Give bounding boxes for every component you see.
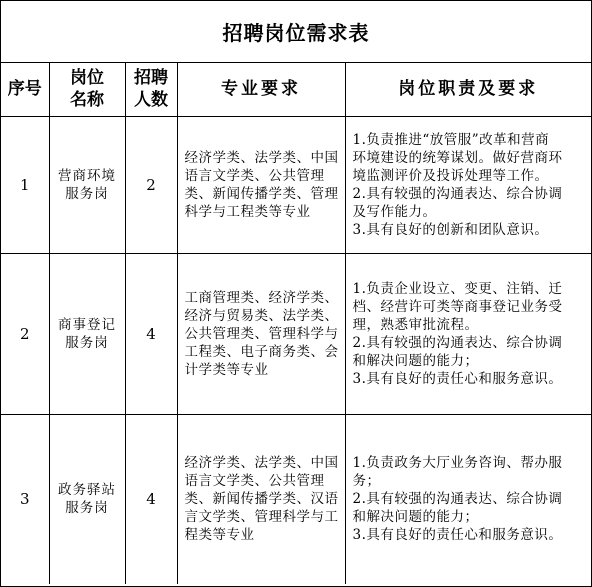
- header-row: [1, 63, 591, 116]
- cell-major-requirements: 经济学类、法学类、中国语言文学类、公共管理类、新闻传播学类、汉语言文学类、管理科学与工程类等专业: [177, 414, 345, 584]
- table-row: [1, 253, 591, 414]
- duty-line: 2.具有较强的沟通表达、综合协调: [352, 334, 563, 351]
- duty-line: 1.负责政务大厅业务咨询、帮办服: [352, 455, 563, 472]
- table-title: 招聘岗位需求表: [1, 1, 591, 63]
- header-position-name-line2: 名称: [70, 90, 104, 111]
- duty-line: 及写作能力。: [352, 203, 437, 220]
- header-duties: 岗位职责及要求: [345, 63, 591, 116]
- duty-line: 1.负责推进“放管服”改革和营商: [352, 131, 550, 148]
- cell-seq: 2: [1, 253, 49, 414]
- table-row: [1, 116, 591, 253]
- position-name-line1: 政务驿站: [58, 482, 116, 499]
- duty-line: 3.具有良好的责任心和服务意识。: [352, 370, 563, 387]
- position-name-line1: 营商环境: [58, 167, 116, 184]
- table-row: [1, 414, 591, 584]
- duty-line: 和解决问题的能力；: [352, 352, 479, 369]
- duty-line: 2.具有较强的沟通表达、综合协调: [352, 185, 563, 202]
- header-hire-count-line1: 招聘: [134, 68, 168, 89]
- header-position-name-line1: 岗位: [70, 68, 104, 89]
- duty-line: 和解决问题的能力；: [352, 509, 479, 526]
- cell-position-name: [49, 116, 125, 253]
- position-name-line2: 服务岗: [65, 185, 109, 202]
- duty-line: 3.具有良好的责任心和服务意识。: [352, 527, 563, 544]
- header-seq: 序号: [1, 63, 49, 116]
- cell-hire-count: 4: [125, 414, 177, 584]
- position-name-line1: 商事登记: [58, 316, 116, 333]
- recruitment-table: [1, 63, 591, 584]
- cell-hire-count: 4: [125, 253, 177, 414]
- cell-seq: 1: [1, 116, 49, 253]
- duty-line: 3.具有良好的创新和团队意识。: [352, 221, 549, 238]
- cell-seq: 3: [1, 414, 49, 584]
- duty-line: 务；: [352, 473, 381, 490]
- header-hire-count-line2: 人数: [134, 90, 168, 111]
- cell-major-requirements: 工商管理类、经济学类、经济与贸易类、法学类、公共管理类、管理科学与工程类、电子商务类、会计学类等专业: [177, 253, 345, 414]
- duty-line: 1.负责企业设立、变更、注销、迁: [352, 280, 563, 297]
- duty-line: 2.具有较强的沟通表达、综合协调: [352, 491, 563, 508]
- cell-hire-count: 2: [125, 116, 177, 253]
- header-major-requirements: 专业要求: [177, 63, 345, 116]
- duty-line: 理，熟悉审批流程。: [352, 316, 479, 333]
- duty-line: 环境建设的统筹谋划。做好营商环: [352, 149, 563, 166]
- cell-position-name: [49, 253, 125, 414]
- cell-position-name: [49, 414, 125, 584]
- header-position-name: [49, 63, 125, 116]
- cell-duties: [345, 414, 591, 584]
- cell-duties: [345, 253, 591, 414]
- cell-major-requirements: 经济学类、法学类、中国语言文学类、公共管理类、新闻传播学类、管理科学与工程类等专业: [177, 116, 345, 253]
- cell-duties: [345, 116, 591, 253]
- position-name-line2: 服务岗: [65, 500, 109, 517]
- header-hire-count: [125, 63, 177, 116]
- duty-line: 档、经营许可类等商事登记业务受: [352, 298, 563, 315]
- duty-line: 境监测评价及投诉处理等工作。: [352, 167, 549, 184]
- position-name-line2: 服务岗: [65, 334, 109, 351]
